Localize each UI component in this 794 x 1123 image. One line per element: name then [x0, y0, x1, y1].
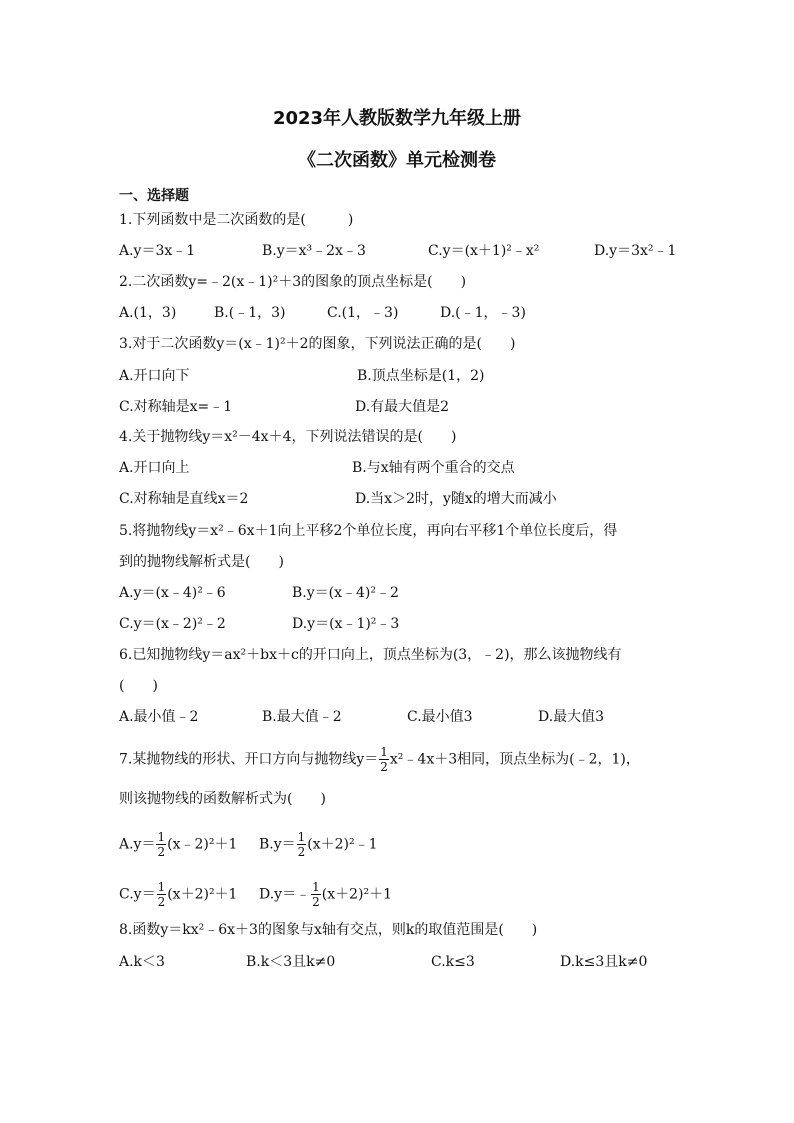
fraction: [157, 880, 167, 909]
option-suffix: (x﹣2)²＋1: [167, 836, 238, 853]
question-7-stem-prefix: 7.某抛物线的形状、开口方向与抛物线y＝: [119, 751, 379, 768]
question-1-option-b: B.y＝x³﹣2x﹣3: [262, 243, 366, 259]
question-8-option-b: B.k＜3且k≠0: [246, 954, 336, 970]
fraction-numerator: 1: [312, 880, 320, 894]
question-7-option-b: [259, 830, 378, 859]
question-6-option-b: B.最大值﹣2: [262, 709, 342, 725]
question-4-option-b: B.与x轴有两个重合的交点: [352, 460, 515, 476]
fraction-numerator: 1: [380, 745, 388, 759]
question-7-option-a: [119, 830, 237, 859]
fraction-denominator: 2: [380, 760, 388, 774]
question-3-option-c: C.对称轴是x=﹣1: [119, 399, 233, 415]
question-5-stem: 5.将抛物线y＝x²﹣6x＋1向上平移2个单位长度，再向右平移1个单位长度后，得: [119, 523, 618, 539]
question-7-stem: [119, 745, 640, 774]
question-2-option-b: B.(﹣1，3): [214, 305, 286, 321]
fraction-denominator: 2: [297, 845, 306, 859]
question-8-stem: 8.函数y＝kx²﹣6x＋3的图象与x轴有交点，则k的取值范围是( ): [119, 922, 538, 938]
fraction-numerator: 1: [157, 880, 166, 894]
question-3-option-a: A.开口向下: [119, 368, 190, 384]
question-6-option-c: C.最小值3: [407, 709, 473, 725]
question-4-option-a: A.开口向上: [119, 460, 190, 476]
question-7-stem-continued: 则该抛物线的函数解析式为( ): [119, 791, 326, 807]
document-subtitle: 《二次函数》单元检测卷: [298, 150, 496, 171]
question-1-option-c: C.y＝(x＋1)²﹣x²: [428, 243, 540, 259]
section-heading: 一、选择题: [119, 188, 189, 204]
question-7-option-c: [119, 880, 237, 909]
question-1-stem: 1.下列函数中是二次函数的是( ): [119, 212, 354, 228]
question-3-stem: 3.对于二次函数y＝(x﹣1)²＋2的图象，下列说法正确的是( ): [119, 336, 516, 352]
fraction-denominator: 2: [157, 845, 166, 859]
question-7-option-d: [259, 880, 392, 909]
question-6-stem: 6.已知抛物线y＝ax²＋bx＋c的开口向上，顶点坐标为(3，﹣2)，那么该抛物线有: [119, 647, 622, 663]
question-2-option-c: C.(1，﹣3): [327, 305, 399, 321]
option-suffix: (x＋2)²＋1: [167, 886, 238, 903]
question-6-option-d: D.最大值3: [538, 709, 605, 725]
question-3-option-b: B.顶点坐标是(1，2): [357, 368, 485, 384]
question-2-option-a: A.(1，3): [119, 305, 177, 321]
question-4-stem: 4.关于抛物线y＝x²－4x＋4，下列说法错误的是( ): [119, 429, 457, 445]
fraction-numerator: 1: [297, 830, 306, 844]
option-prefix: D.y＝﹣: [259, 886, 311, 903]
question-2-option-d: D.(﹣1，﹣3): [440, 305, 526, 321]
question-8-option-d: D.k≤3且k≠0: [560, 954, 648, 970]
fraction-denominator: 2: [312, 895, 320, 909]
question-1-option-d: D.y＝3x²﹣1: [594, 243, 677, 259]
fraction-numerator: 1: [157, 830, 166, 844]
option-prefix: B.y＝: [259, 836, 296, 853]
question-3-option-d: D.有最大值是2: [355, 399, 450, 415]
fraction: [379, 745, 389, 774]
question-1-option-a: A.y＝3x﹣1: [119, 243, 196, 259]
question-4-option-c: C.对称轴是直线x＝2: [119, 491, 249, 507]
option-suffix: (x＋2)²﹣1: [307, 836, 378, 853]
fraction: [311, 880, 321, 909]
question-6-option-a: A.最小值﹣2: [119, 709, 199, 725]
question-8-option-a: A.k＜3: [119, 954, 165, 970]
question-5-option-b: B.y＝(x﹣4)²﹣2: [292, 585, 399, 601]
question-8-option-c: C.k≤3: [431, 954, 475, 970]
option-prefix: A.y＝: [119, 836, 156, 853]
fraction: [156, 830, 166, 859]
option-prefix: C.y＝: [119, 886, 156, 903]
question-5-option-d: D.y＝(x﹣1)²﹣3: [292, 616, 400, 632]
option-suffix: (x＋2)²＋1: [321, 886, 392, 903]
question-6-stem-continued: ( ): [119, 678, 158, 694]
question-7-stem-suffix: x²﹣4x＋3相同，顶点坐标为(﹣2，1)，: [389, 751, 640, 768]
question-5-stem-continued: 到的抛物线解析式是( ): [119, 554, 284, 570]
fraction: [297, 830, 307, 859]
question-5-option-a: A.y＝(x﹣4)²﹣6: [119, 585, 226, 601]
document-title: 2023年人教版数学九年级上册: [272, 108, 522, 129]
question-4-option-d: D.当x＞2时，y随x的增大而减小: [355, 491, 557, 507]
fraction-denominator: 2: [157, 895, 166, 909]
question-2-stem: 2.二次函数y=﹣2(x﹣1)²＋3的图象的顶点坐标是( ): [119, 274, 467, 290]
question-5-option-c: C.y＝(x﹣2)²﹣2: [119, 616, 226, 632]
